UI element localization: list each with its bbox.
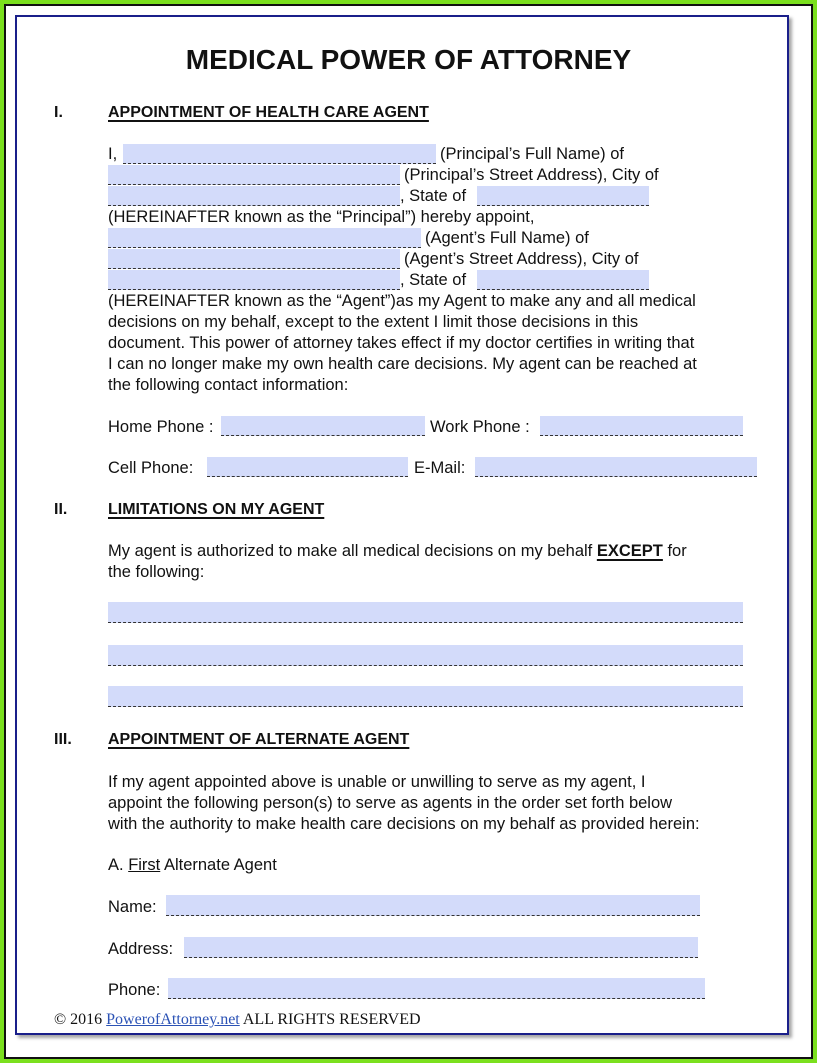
website-link[interactable]: PowerofAttorney.net	[106, 1011, 240, 1028]
home-phone-field[interactable]	[221, 416, 425, 436]
limitations-text-before: My agent is authorized to make all medical decisions on my behalf	[108, 542, 593, 560]
agent-city-field[interactable]	[108, 270, 400, 290]
work-phone-label: Work Phone :	[430, 418, 530, 436]
copyright-prefix: © 2016	[54, 1011, 103, 1028]
section-3-heading: APPOINTMENT OF ALTERNATE AGENT	[108, 731, 410, 748]
section-2-heading: LIMITATIONS ON MY AGENT	[108, 501, 325, 518]
limitations-text-line-2: the following:	[108, 563, 205, 581]
agent-paragraph-line-1: (HEREINAFTER known as the “Agent”)as my Agent to make any and all medical	[108, 292, 696, 310]
principal-street-address-label: (Principal’s Street Address), City of	[404, 166, 659, 184]
section-1-heading: APPOINTMENT OF HEALTH CARE AGENT	[108, 104, 429, 121]
agent-paragraph-line-3: document. This power of attorney takes effect if my doctor certifies in writing that	[108, 334, 695, 352]
agent-paragraph-line-2: decisions on my behalf, except to the extent I limit those decisions in this	[108, 313, 639, 331]
agent-state-field[interactable]	[477, 270, 649, 290]
principal-hereinafter-text: (HEREINAFTER known as the “Principal”) hereby appoint,	[108, 208, 535, 226]
cell-phone-label: Cell Phone:	[108, 459, 194, 477]
section-1-number: I.	[54, 104, 63, 121]
cell-phone-field[interactable]	[207, 457, 408, 477]
agent-full-name-field[interactable]	[108, 228, 421, 248]
alternate-address-label: Address:	[108, 940, 174, 958]
agent-paragraph-line-5: the following contact information:	[108, 376, 349, 394]
limitation-field-3[interactable]	[108, 686, 743, 707]
copyright-suffix: ALL RIGHTS RESERVED	[242, 1011, 421, 1028]
principal-full-name-field[interactable]	[123, 144, 436, 164]
sub-first: First	[128, 856, 161, 874]
alternate-phone-field[interactable]	[168, 978, 705, 999]
limitations-except: EXCEPT	[596, 542, 663, 560]
alternate-paragraph-line-1: If my agent appointed above is unable or unwilling to serve as my agent, I	[108, 773, 646, 791]
line-prefix-i: I,	[108, 145, 118, 163]
alternate-paragraph-line-2: appoint the following person(s) to serve as agents in the order set forth below	[108, 794, 673, 812]
principal-state-label: , State of	[400, 187, 467, 205]
sub-letter: A.	[108, 856, 124, 874]
alternate-name-field[interactable]	[166, 895, 700, 916]
email-label: E-Mail:	[414, 459, 466, 477]
limitation-field-2[interactable]	[108, 645, 743, 666]
document-title: MEDICAL POWER OF ATTORNEY	[185, 44, 632, 75]
limitations-text-line-1	[108, 542, 687, 561]
alternate-address-field[interactable]	[184, 937, 698, 958]
alternate-paragraph-line-3: with the authority to make health care decisions on my behalf as provided herein:	[108, 815, 700, 833]
alternate-phone-label: Phone:	[108, 981, 161, 999]
alternate-name-label: Name:	[108, 898, 157, 916]
copyright-footer	[54, 1011, 421, 1029]
work-phone-field[interactable]	[540, 416, 743, 436]
agent-full-name-label: (Agent’s Full Name) of	[425, 229, 589, 247]
sub-rest: Alternate Agent	[163, 856, 277, 874]
principal-state-field[interactable]	[477, 186, 649, 206]
first-alternate-agent-heading	[108, 856, 277, 875]
principal-full-name-label: (Principal’s Full Name) of	[440, 145, 624, 163]
home-phone-label: Home Phone :	[108, 418, 214, 436]
email-field[interactable]	[475, 457, 757, 477]
limitations-text-after: for	[667, 542, 687, 560]
agent-street-address-label: (Agent’s Street Address), City of	[404, 250, 639, 268]
agent-street-address-field[interactable]	[108, 249, 400, 269]
principal-city-field[interactable]	[108, 186, 400, 206]
agent-state-label: , State of	[400, 271, 467, 289]
section-3-number: III.	[54, 731, 72, 748]
section-2-number: II.	[54, 501, 68, 518]
agent-paragraph-line-4: I can no longer make my own health care decisions. My agent can be reached at	[108, 355, 697, 373]
principal-street-address-field[interactable]	[108, 165, 400, 185]
limitation-field-1[interactable]	[108, 602, 743, 623]
